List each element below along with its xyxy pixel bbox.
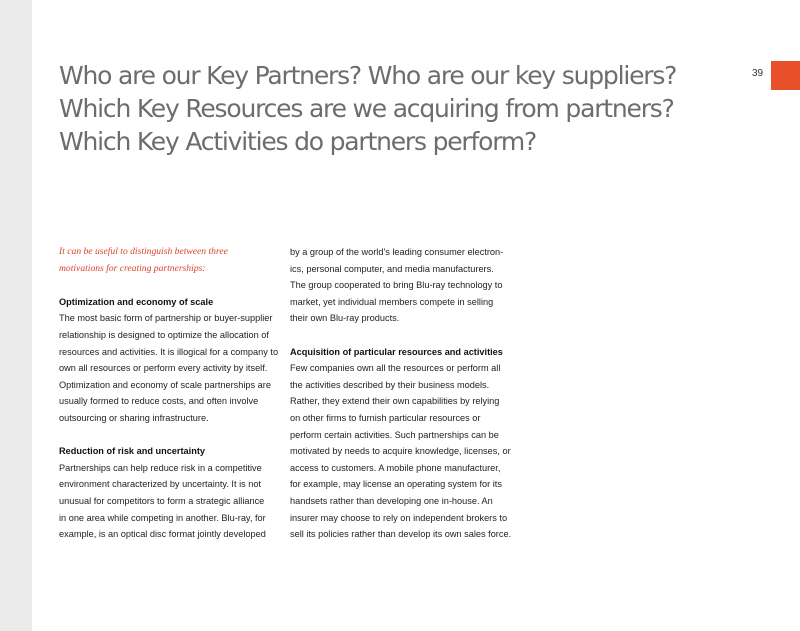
- body-line: their own Blu-ray products.: [290, 313, 400, 324]
- page-headline: [59, 59, 699, 158]
- body-line: Optimization and economy of scale partnerships are: [59, 379, 271, 390]
- page-tab-marker: [771, 61, 800, 90]
- body-line: sell its policies rather than develop its own sales force.: [290, 529, 512, 540]
- body-line: environment characterized by uncertainty. It is not: [59, 479, 262, 490]
- section-risk-continued: [290, 244, 516, 327]
- body-line: Rather, they extend their own capabilities by relying: [290, 396, 500, 407]
- body-line: resources and activities. It is illogical for a company to: [59, 346, 279, 357]
- page-spine: [0, 0, 32, 631]
- text-column-left: [59, 244, 281, 543]
- body-line: market, yet individual members compete in selling: [290, 296, 494, 307]
- body-line: unusual for competitors to form a strategic alliance: [59, 495, 265, 506]
- section-title: Optimization and economy of scale: [59, 296, 214, 307]
- page-number: 39: [752, 68, 764, 79]
- body-line: by a group of the world's leading consumer electron-: [290, 247, 504, 257]
- intro-line: It can be useful to distinguish between three: [59, 246, 228, 257]
- headline-line: Which Key Resources are we acquiring from partners?: [59, 94, 674, 123]
- body-line: motivated by needs to acquire knowledge, licenses, or: [290, 446, 511, 457]
- section-title: Acquisition of particular resources and activities: [290, 346, 503, 357]
- headline-line: Who are our Key Partners? Who are our key suppliers?: [59, 61, 677, 90]
- headline-line: Which Key Activities do partners perform?: [59, 127, 537, 156]
- body-line: in one area while competing in another. Blu-ray, for: [59, 512, 266, 523]
- body-line: example, is an optical disc format jointly developed: [59, 529, 266, 540]
- body-line: relationship is designed to optimize the allocation of: [59, 329, 269, 340]
- body-line: The group cooperated to bring Blu-ray technology to: [290, 280, 503, 291]
- body-line: The most basic form of partnership or buyer-supplier: [59, 313, 273, 324]
- body-line: handsets rather than developing one in-house. An: [290, 495, 493, 506]
- section-optimization: [59, 294, 281, 427]
- body-line: perform certain activities. Such partnerships can be: [290, 429, 499, 440]
- body-line: own all resources or perform every activity by itself.: [59, 363, 268, 374]
- body-line: access to customers. A mobile phone manufacturer,: [290, 462, 501, 473]
- body-line: Few companies own all the resources or perform all: [290, 363, 501, 374]
- intro-text: [59, 244, 281, 277]
- body-line: for example, may license an operating system for its: [290, 479, 502, 490]
- section-risk: [59, 443, 281, 543]
- intro-line: motivations for creating partnerships:: [59, 262, 206, 274]
- body-line: ics, personal computer, and media manufacturers.: [290, 263, 494, 274]
- body-line: Partnerships can help reduce risk in a competitive: [59, 462, 262, 473]
- body-line: outsourcing or sharing infrastructure.: [59, 412, 209, 423]
- body-line: the activities described by their business models.: [290, 379, 490, 390]
- body-line: usually formed to reduce costs, and often involve: [59, 396, 259, 407]
- section-title: Reduction of risk and uncertainty: [59, 446, 205, 457]
- text-column-right: [290, 244, 516, 543]
- body-line: insurer may choose to rely on independent brokers to: [290, 512, 508, 523]
- body-line: on other firms to furnish particular resources or: [290, 412, 481, 423]
- section-acquisition: [290, 344, 516, 543]
